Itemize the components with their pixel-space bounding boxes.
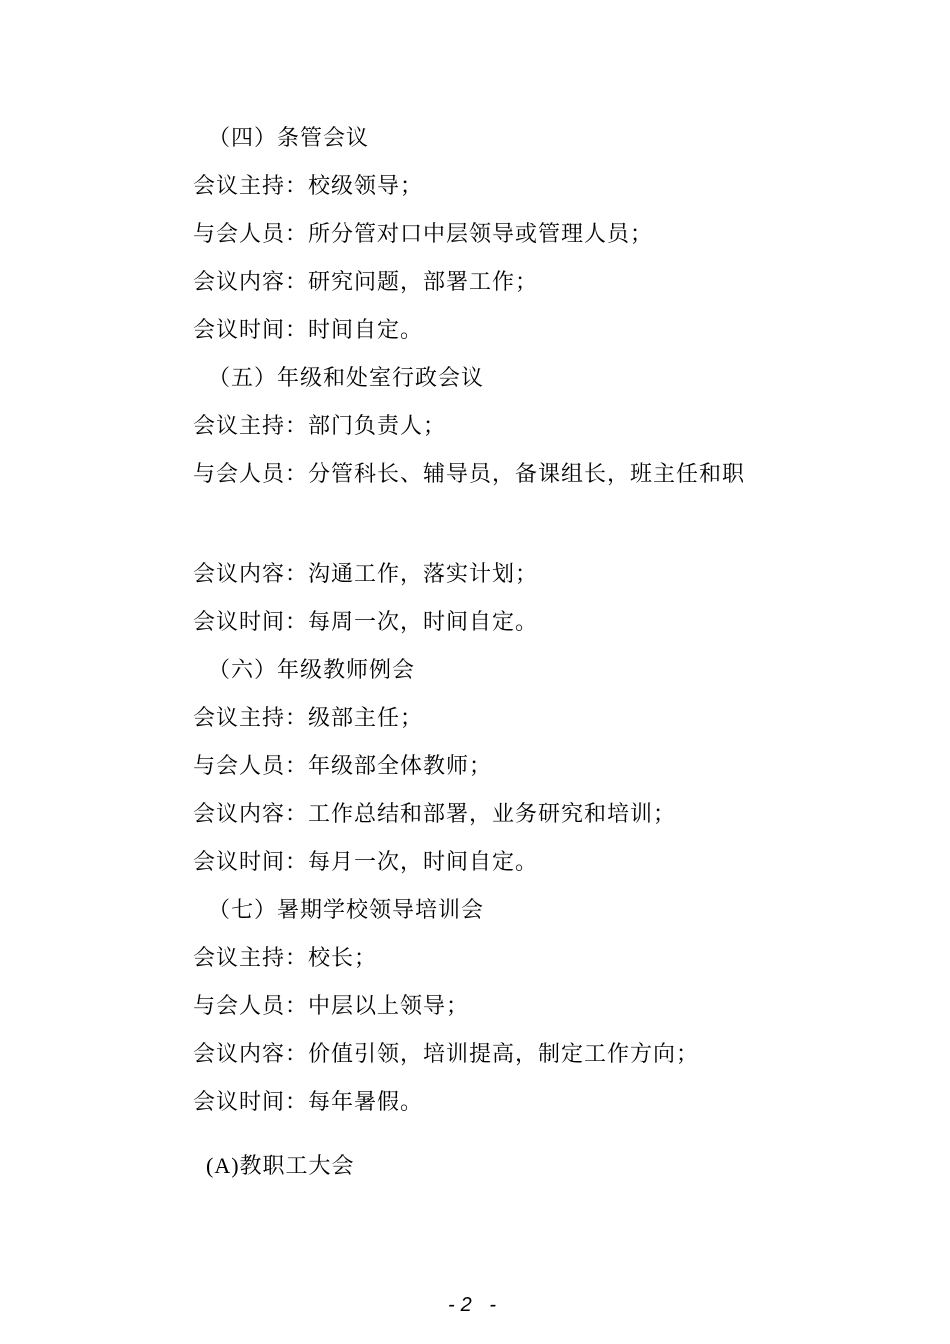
meeting-content-line: 会议内容：研究问题，部署工作； bbox=[193, 270, 539, 295]
section-heading-7: （七）暑期学校领导培训会 bbox=[208, 898, 485, 923]
meeting-content-line: 会议内容：沟通工作，落实计划； bbox=[193, 562, 539, 587]
section-heading-6: （六）年级教师例会 bbox=[208, 658, 416, 683]
meeting-host-line: 会议主持：级部主任； bbox=[193, 706, 424, 731]
meeting-time-line: 会议时间：每月一次，时间自定。 bbox=[193, 850, 539, 875]
meeting-attendees-line: 与会人员：分管科长、辅导员，备课组长，班主任和职 bbox=[193, 462, 746, 487]
meeting-time-line: 会议时间：每周一次，时间自定。 bbox=[193, 610, 539, 635]
meeting-host-line: 会议主持：部门负责人； bbox=[193, 414, 447, 439]
section-heading-5: （五）年级和处室行政会议 bbox=[208, 366, 485, 391]
meeting-host-line: 会议主持：校级领导； bbox=[193, 174, 424, 199]
meeting-time-line: 会议时间：时间自定。 bbox=[193, 318, 424, 343]
page-number: -2 - bbox=[448, 1294, 502, 1316]
section-heading-a: (A)教职工大会 bbox=[206, 1153, 355, 1178]
meeting-attendees-line: 与会人员：所分管对口中层领导或管理人员； bbox=[193, 222, 654, 247]
meeting-host-line: 会议主持：校长； bbox=[193, 946, 378, 971]
meeting-attendees-line: 与会人员：年级部全体教师； bbox=[193, 754, 493, 779]
meeting-content-line: 会议内容：价值引领，培训提高，制定工作方向； bbox=[193, 1042, 700, 1067]
meeting-attendees-line: 与会人员：中层以上领导； bbox=[193, 994, 470, 1019]
section-heading-4: （四）条管会议 bbox=[208, 126, 370, 151]
meeting-content-line: 会议内容：工作总结和部署，业务研究和培训； bbox=[193, 802, 677, 827]
meeting-time-line: 会议时间：每年暑假。 bbox=[193, 1090, 424, 1115]
